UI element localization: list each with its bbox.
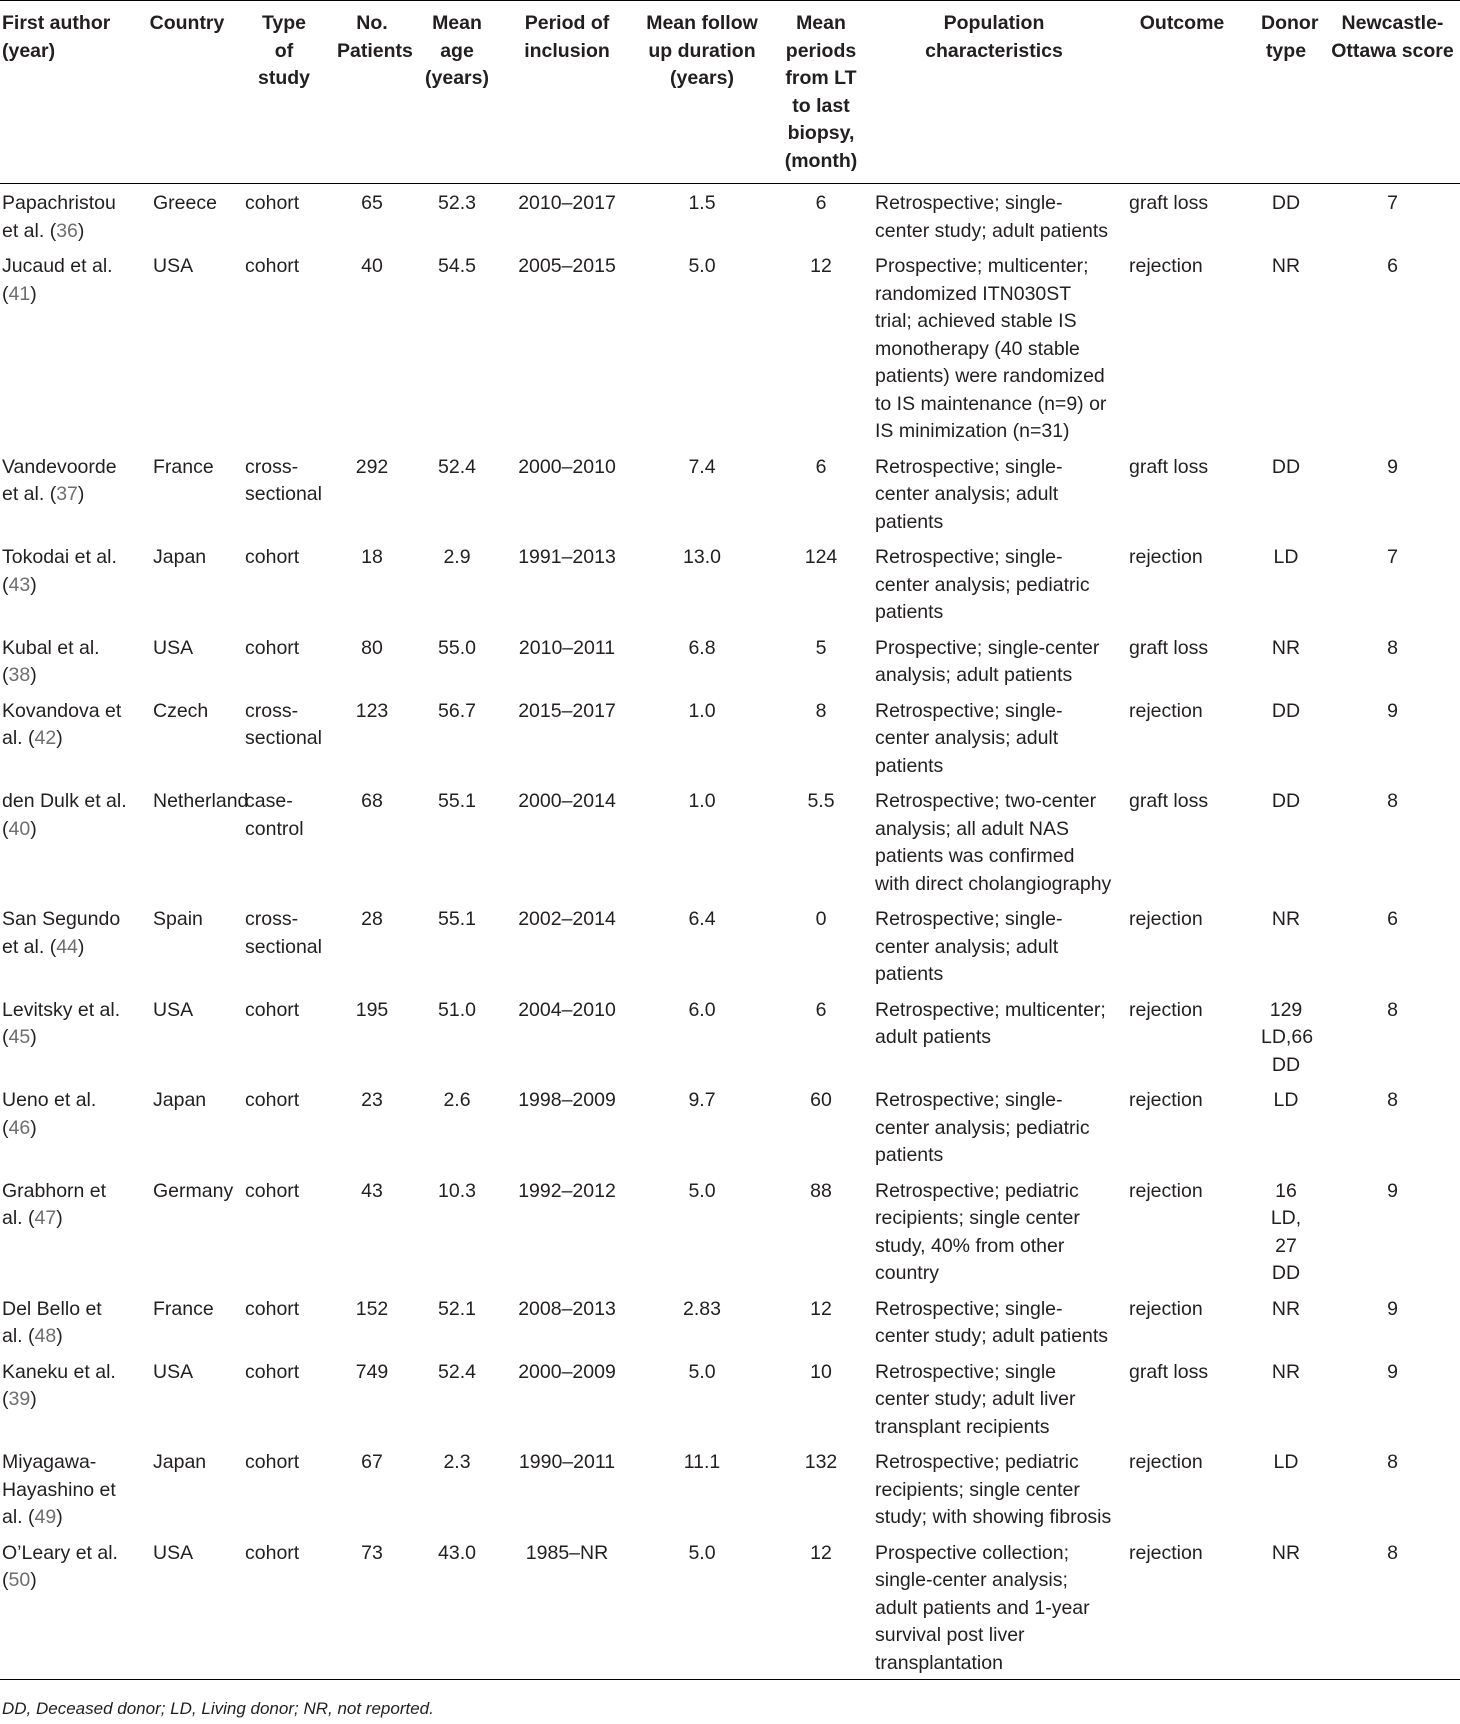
donor-type-cell: NR xyxy=(1271,1541,1301,1564)
reference-close-paren: ) xyxy=(56,1506,63,1528)
study-type-cell: cross-sectional xyxy=(245,908,322,958)
first-author-cell xyxy=(0,782,137,900)
header-outcome: Outcome xyxy=(1139,12,1225,34)
country-cell: Czech xyxy=(153,699,209,722)
period-cell: 2010–2017 xyxy=(518,192,616,214)
reference-close-paren: ) xyxy=(77,935,85,958)
reference-link[interactable]: 43 xyxy=(8,573,31,596)
reference-link[interactable]: 42 xyxy=(34,727,57,749)
donor-type-cell: LD xyxy=(1273,1451,1299,1473)
country-cell: USA xyxy=(153,998,194,1021)
country-cell: Spain xyxy=(153,908,203,930)
study-type-cell: cohort xyxy=(245,998,300,1021)
table-row xyxy=(0,629,1460,692)
table-row xyxy=(0,900,1460,991)
reference-close-paren: ) xyxy=(30,573,37,596)
patients-cell: 18 xyxy=(361,546,383,568)
followup-cell: 13.0 xyxy=(683,546,721,568)
score-cell: 7 xyxy=(1387,546,1398,568)
period-cell: 2015–2017 xyxy=(518,699,616,722)
followup-cell: 9.7 xyxy=(688,1089,716,1111)
outcome-cell: rejection xyxy=(1129,998,1203,1021)
population-cell: Retrospective; two-center analysis; all adult NAS patients was confirmed with direct cholangiography xyxy=(875,790,1112,895)
country-cell: Japan xyxy=(153,1451,207,1473)
table-row xyxy=(0,1081,1460,1172)
period-cell: 2005–2015 xyxy=(518,255,616,277)
outcome-cell: graft loss xyxy=(1129,192,1209,214)
header-donor-type: Donor type xyxy=(1261,12,1319,62)
biopsy-period-cell: 12 xyxy=(810,1297,832,1320)
score-cell: 6 xyxy=(1387,908,1398,930)
followup-cell: 6.4 xyxy=(688,908,716,930)
author-name: Kaneku et al. ( xyxy=(2,1360,116,1410)
outcome-cell: rejection xyxy=(1129,908,1203,930)
country-cell: Japan xyxy=(153,1089,207,1111)
author-name: Grabhorn et al. ( xyxy=(2,1179,107,1229)
reference-link[interactable]: 38 xyxy=(8,664,31,686)
header-period-of-inclusion: Period of inclusion xyxy=(524,12,610,62)
author-name: San Segundo et al. ( xyxy=(2,908,121,958)
study-type-cell: cohort xyxy=(245,1360,300,1383)
outcome-cell: rejection xyxy=(1129,1179,1203,1202)
followup-cell: 5.0 xyxy=(688,1541,716,1564)
donor-type-cell: DD xyxy=(1271,192,1301,214)
reference-close-paren: ) xyxy=(30,817,37,840)
followup-cell: 11.1 xyxy=(683,1451,721,1473)
mean-age-cell: 52.4 xyxy=(438,455,476,478)
period-cell: 2000–2010 xyxy=(518,455,616,478)
score-cell: 8 xyxy=(1387,1541,1398,1564)
donor-type-cell: NR xyxy=(1271,908,1301,930)
patients-cell: 65 xyxy=(361,192,383,214)
country-cell: Greece xyxy=(153,192,217,214)
country-cell: USA xyxy=(153,1360,194,1383)
country-cell: USA xyxy=(153,255,194,277)
reference-link[interactable]: 49 xyxy=(34,1506,57,1528)
biopsy-period-cell: 10 xyxy=(810,1360,832,1383)
biopsy-period-cell: 132 xyxy=(804,1451,838,1473)
donor-type-cell: LD xyxy=(1273,546,1299,568)
table-row xyxy=(0,1353,1460,1444)
author-name: Miyagawa-Hayashino et al. ( xyxy=(2,1451,116,1528)
header-type-of-study: Type of study xyxy=(257,12,310,89)
study-type-cell: cohort xyxy=(245,546,300,568)
mean-age-cell: 2.6 xyxy=(443,1089,471,1111)
biopsy-period-cell: 6 xyxy=(815,455,827,478)
reference-close-paren: ) xyxy=(77,219,85,242)
country-cell: USA xyxy=(153,1541,194,1564)
period-cell: 1991–2013 xyxy=(518,546,616,568)
country-cell: Netherland xyxy=(153,790,249,812)
population-cell: Retrospective; single-center analysis; adult patients xyxy=(875,908,1063,985)
header-mean-age: Mean age (years) xyxy=(425,12,489,89)
study-type-cell: cohort xyxy=(245,1297,300,1320)
followup-cell: 5.0 xyxy=(688,1360,716,1383)
study-type-cell: case-control xyxy=(245,790,304,840)
followup-cell: 6.8 xyxy=(688,636,716,659)
score-cell: 8 xyxy=(1387,998,1398,1021)
outcome-cell: graft loss xyxy=(1129,455,1209,478)
outcome-cell: graft loss xyxy=(1129,1360,1209,1383)
header-first-author: First author (year) xyxy=(2,12,111,62)
population-cell: Retrospective; multicenter; adult patients xyxy=(875,998,1106,1048)
population-cell: Prospective; multicenter; randomized ITN030ST trial; achieved stable IS monotherapy (40 stable patients) were randomized to IS maintenance (n=9) or IS minimization (n=31) xyxy=(875,255,1107,442)
biopsy-period-cell: 12 xyxy=(810,255,832,277)
first-author-cell xyxy=(0,900,137,991)
reference-link[interactable]: 37 xyxy=(56,483,78,505)
author-name: Vandevoorde et al. ( xyxy=(2,455,117,505)
period-cell: 2004–2010 xyxy=(518,998,616,1021)
table-row xyxy=(0,991,1460,1082)
followup-cell: 5.0 xyxy=(688,1179,716,1202)
patients-cell: 195 xyxy=(355,998,389,1021)
mean-age-cell: 52.4 xyxy=(438,1360,476,1383)
reference-close-paren: ) xyxy=(30,664,37,686)
biopsy-period-cell: 8 xyxy=(815,699,827,722)
table-row xyxy=(0,1172,1460,1290)
author-name: Tokodai et al. ( xyxy=(2,546,117,596)
period-cell: 1985–NR xyxy=(525,1541,609,1564)
donor-type-cell: 129 LD,66 DD xyxy=(1261,998,1314,1076)
followup-cell: 2.83 xyxy=(683,1297,721,1320)
mean-age-cell: 2.3 xyxy=(443,1451,471,1473)
patients-cell: 749 xyxy=(355,1360,389,1383)
outcome-cell: graft loss xyxy=(1129,636,1209,659)
period-cell: 2000–2014 xyxy=(518,790,616,812)
mean-age-cell: 43.0 xyxy=(438,1541,476,1564)
study-type-cell: cohort xyxy=(245,1451,300,1473)
study-type-cell: cohort xyxy=(245,1089,300,1111)
followup-cell: 7.4 xyxy=(688,455,716,478)
reference-close-paren: ) xyxy=(77,483,85,505)
table-row xyxy=(0,1443,1460,1534)
country-cell: Japan xyxy=(153,546,207,568)
reference-link[interactable]: 41 xyxy=(8,282,31,305)
biopsy-period-cell: 12 xyxy=(810,1541,832,1564)
reference-close-paren: ) xyxy=(30,1388,37,1410)
first-author-cell xyxy=(0,538,137,629)
author-name: O’Leary et al. ( xyxy=(2,1541,118,1591)
biopsy-period-cell: 124 xyxy=(804,546,838,568)
mean-age-cell: 10.3 xyxy=(438,1179,476,1202)
score-cell: 7 xyxy=(1387,192,1398,214)
reference-close-paren: ) xyxy=(30,282,37,305)
mean-age-cell: 52.3 xyxy=(438,192,476,214)
table-row xyxy=(0,692,1460,783)
biopsy-period-cell: 6 xyxy=(815,998,827,1021)
donor-type-cell: NR xyxy=(1271,636,1301,659)
patients-cell: 73 xyxy=(361,1541,383,1564)
country-cell: France xyxy=(153,1297,214,1320)
study-type-cell: cross-sectional xyxy=(245,699,322,749)
first-author-cell xyxy=(0,991,137,1082)
mean-age-cell: 2.9 xyxy=(443,546,471,568)
header-mean-periods-biopsy: Mean periods from LT to last biopsy, (month) xyxy=(784,12,858,172)
first-author-cell xyxy=(0,1172,137,1290)
biopsy-period-cell: 60 xyxy=(810,1089,832,1111)
period-cell: 1992–2012 xyxy=(518,1179,616,1202)
period-cell: 2010–2011 xyxy=(518,636,616,659)
table-row xyxy=(0,538,1460,629)
table-row xyxy=(0,247,1460,448)
donor-type-cell: DD xyxy=(1271,699,1301,722)
reference-close-paren: ) xyxy=(56,1325,63,1347)
study-type-cell: cohort xyxy=(245,255,300,277)
author-name: Papachristou et al. ( xyxy=(2,192,116,242)
biopsy-period-cell: 5 xyxy=(815,636,827,659)
first-author-cell xyxy=(0,1443,137,1534)
biopsy-period-cell: 6 xyxy=(815,192,827,214)
patients-cell: 68 xyxy=(361,790,383,812)
reference-link[interactable]: 36 xyxy=(56,219,78,242)
score-cell: 9 xyxy=(1387,1179,1398,1202)
biopsy-period-cell: 5.5 xyxy=(807,790,835,812)
table-row xyxy=(0,448,1460,539)
population-cell: Prospective; single-center analysis; adult patients xyxy=(875,636,1100,686)
reference-close-paren: ) xyxy=(30,1116,37,1139)
first-author-cell xyxy=(0,629,137,692)
patients-cell: 80 xyxy=(361,636,383,659)
table-row xyxy=(0,1290,1460,1353)
author-name: Levitsky et al. ( xyxy=(2,998,121,1048)
author-name: Ueno et al. ( xyxy=(2,1089,97,1139)
reference-link[interactable]: 47 xyxy=(34,1207,57,1229)
table-header-row xyxy=(0,1,1460,184)
country-cell: Germany xyxy=(153,1179,234,1202)
population-cell: Retrospective; pediatric recipients; single center study, 40% from other country xyxy=(875,1179,1080,1284)
mean-age-cell: 56.7 xyxy=(438,699,476,722)
population-cell: Retrospective; single-center study; adult patients xyxy=(875,192,1109,242)
outcome-cell: rejection xyxy=(1129,1089,1203,1111)
outcome-cell: rejection xyxy=(1129,255,1203,277)
first-author-cell xyxy=(0,1353,137,1444)
biopsy-period-cell: 88 xyxy=(810,1179,832,1202)
header-no-patients: No. Patients xyxy=(337,12,413,62)
study-type-cell: cohort xyxy=(245,636,300,659)
table-row xyxy=(0,184,1460,248)
population-cell: Retrospective; single-center analysis; adult patients xyxy=(875,699,1063,777)
reference-close-paren: ) xyxy=(56,1207,63,1229)
period-cell: 1990–2011 xyxy=(518,1451,616,1473)
mean-age-cell: 54.5 xyxy=(438,255,476,277)
mean-age-cell: 52.1 xyxy=(438,1297,476,1320)
first-author-cell xyxy=(0,448,137,539)
author-name: Jucaud et al. ( xyxy=(2,255,113,305)
patients-cell: 28 xyxy=(361,908,383,930)
donor-type-cell: NR xyxy=(1271,1360,1301,1383)
score-cell: 8 xyxy=(1387,1451,1398,1473)
first-author-cell xyxy=(0,1081,137,1172)
population-cell: Retrospective; pediatric recipients; single center study; with showing fibrosis xyxy=(875,1451,1112,1528)
population-cell: Retrospective; single-center analysis; adult patients xyxy=(875,455,1063,533)
first-author-cell xyxy=(0,247,137,448)
patients-cell: 23 xyxy=(361,1089,383,1111)
author-name: den Dulk et al. ( xyxy=(2,790,127,840)
score-cell: 8 xyxy=(1387,636,1398,659)
reference-link[interactable]: 48 xyxy=(34,1325,57,1347)
population-cell: Retrospective; single-center analysis; pediatric patients xyxy=(875,1089,1090,1166)
table-row xyxy=(0,782,1460,900)
country-cell: France xyxy=(153,455,214,478)
donor-type-cell: NR xyxy=(1271,1297,1301,1320)
patients-cell: 123 xyxy=(355,699,389,722)
biopsy-period-cell: 0 xyxy=(815,908,827,930)
first-author-cell xyxy=(0,1534,137,1680)
header-mean-follow-up: Mean follow up duration (years) xyxy=(646,12,758,89)
patients-cell: 152 xyxy=(355,1297,389,1320)
followup-cell: 6.0 xyxy=(688,998,716,1021)
study-type-cell: cross-sectional xyxy=(245,455,322,505)
population-cell: Retrospective; single-center analysis; pediatric patients xyxy=(875,546,1090,623)
reference-link[interactable]: 45 xyxy=(8,1026,31,1048)
population-cell: Prospective collection; single-center analysis; adult patients and 1-year survival post liver transplantation xyxy=(875,1541,1090,1674)
population-cell: Retrospective; single center study; adult liver transplant recipients xyxy=(875,1360,1076,1438)
followup-cell: 1.0 xyxy=(688,699,716,722)
donor-type-cell: NR xyxy=(1271,255,1301,277)
period-cell: 1998–2009 xyxy=(518,1089,616,1111)
score-cell: 9 xyxy=(1387,455,1398,478)
donor-type-cell: LD xyxy=(1273,1089,1299,1111)
country-cell: USA xyxy=(153,636,194,659)
mean-age-cell: 51.0 xyxy=(438,998,476,1021)
patients-cell: 67 xyxy=(361,1451,383,1473)
header-country: Country xyxy=(149,12,225,34)
reference-link[interactable]: 39 xyxy=(8,1388,31,1410)
period-cell: 2008–2013 xyxy=(518,1297,616,1320)
reference-close-paren: ) xyxy=(30,1026,37,1048)
donor-type-cell: 16 LD, 27 DD xyxy=(1270,1179,1302,1284)
patients-cell: 292 xyxy=(355,455,389,478)
study-type-cell: cohort xyxy=(245,192,300,214)
author-name: Kubal et al. ( xyxy=(2,636,100,686)
outcome-cell: rejection xyxy=(1129,699,1203,722)
outcome-cell: rejection xyxy=(1129,1541,1203,1564)
donor-type-cell: DD xyxy=(1271,455,1301,478)
population-cell: Retrospective; single-center study; adult patients xyxy=(875,1297,1109,1347)
followup-cell: 1.0 xyxy=(688,790,716,812)
patients-cell: 40 xyxy=(361,255,383,277)
followup-cell: 1.5 xyxy=(688,192,716,214)
score-cell: 9 xyxy=(1387,1360,1398,1383)
reference-link[interactable]: 40 xyxy=(8,817,31,840)
author-name: Kovandova et al. ( xyxy=(2,699,122,749)
study-type-cell: cohort xyxy=(245,1179,300,1202)
table-body xyxy=(0,184,1460,1680)
header-newcastle-ottawa-score: Newcastle-Ottawa score xyxy=(1331,12,1454,62)
period-cell: 2002–2014 xyxy=(518,908,616,930)
first-author-cell xyxy=(0,184,137,248)
study-type-cell: cohort xyxy=(245,1541,300,1564)
reference-close-paren: ) xyxy=(30,1569,37,1591)
outcome-cell: rejection xyxy=(1129,1297,1203,1320)
reference-link[interactable]: 50 xyxy=(8,1569,31,1591)
score-cell: 9 xyxy=(1387,699,1398,722)
outcome-cell: graft loss xyxy=(1129,790,1209,812)
score-cell: 6 xyxy=(1387,255,1398,277)
mean-age-cell: 55.0 xyxy=(438,636,476,659)
reference-close-paren: ) xyxy=(56,727,63,749)
reference-link[interactable]: 44 xyxy=(56,935,78,958)
period-cell: 2000–2009 xyxy=(518,1360,616,1383)
table-row xyxy=(0,1534,1460,1680)
reference-link[interactable]: 46 xyxy=(8,1116,31,1139)
followup-cell: 5.0 xyxy=(688,255,716,277)
table-footnote: DD, Deceased donor; LD, Living donor; NR, not reported. xyxy=(2,1699,434,1718)
outcome-cell: rejection xyxy=(1129,546,1203,568)
patients-cell: 43 xyxy=(361,1179,383,1202)
mean-age-cell: 55.1 xyxy=(438,790,476,812)
header-population-characteristics: Population characteristics xyxy=(925,12,1063,62)
mean-age-cell: 55.1 xyxy=(438,908,476,930)
author-name: Del Bello et al. ( xyxy=(2,1297,102,1347)
first-author-cell xyxy=(0,1290,137,1353)
score-cell: 8 xyxy=(1387,1089,1398,1111)
outcome-cell: rejection xyxy=(1129,1451,1203,1473)
first-author-cell xyxy=(0,692,137,783)
score-cell: 8 xyxy=(1387,790,1398,812)
donor-type-cell: DD xyxy=(1271,790,1301,812)
score-cell: 9 xyxy=(1387,1297,1398,1320)
